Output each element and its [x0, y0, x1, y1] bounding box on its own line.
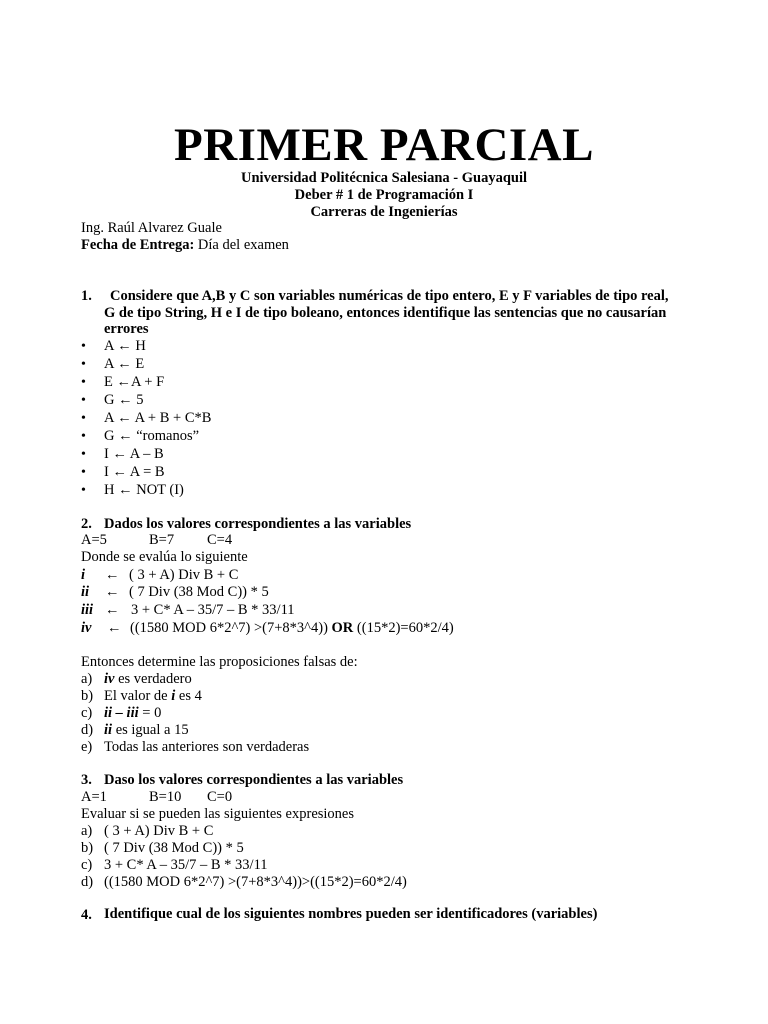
due-date-value: Día del examen — [194, 237, 289, 253]
question-3-text: Daso los valores correspondientes a las variables — [104, 772, 404, 788]
option-text — [104, 705, 161, 722]
careers-name: Carreras de Ingenierías — [310, 204, 458, 220]
question-1-text-line-1: Considere que A,B y C son variables numéricas de tipo entero, E y F variables de tipo real, — [110, 288, 669, 304]
expression-label: ii — [81, 584, 90, 600]
question-3-number: 3. — [81, 772, 92, 788]
expression-text: ( 3 + A) Div B + C — [129, 567, 239, 583]
option-letter: b) — [81, 840, 94, 856]
variable-b: B=10 — [149, 789, 182, 805]
expression-row — [81, 584, 269, 601]
option-text: 3 + C* A – 35/7 – B * 33/11 — [104, 857, 268, 873]
list-item: A ← E — [104, 356, 145, 372]
option-letter: c) — [81, 705, 93, 721]
list-item: I ← A = B — [104, 464, 165, 480]
bullet: • — [81, 465, 86, 480]
arrow-icon: ← — [105, 584, 120, 600]
list-item: I ← A – B — [104, 446, 164, 462]
option-text-post: es 4 — [175, 688, 202, 704]
expression-text: ((15*2)=60*2/4) — [353, 620, 454, 636]
list-item: H ← NOT (I) — [104, 482, 184, 498]
bullet: • — [81, 357, 86, 372]
assignment-name: Deber # 1 de Programación I — [294, 187, 474, 203]
question-2-variables — [81, 532, 232, 549]
bullet: • — [81, 393, 86, 408]
arrow-icon: ← — [107, 620, 122, 636]
option-text — [104, 688, 202, 705]
variable-a: A=1 — [81, 789, 107, 805]
list-item: G ← “romanos” — [104, 428, 200, 444]
option-letter: e) — [81, 739, 93, 755]
bullet: • — [81, 411, 86, 426]
list-item: A ← A + B + C*B — [104, 410, 212, 426]
variable-b: B=7 — [149, 532, 175, 548]
question-3-intro: Evaluar si se pueden las siguientes expresiones — [81, 806, 355, 822]
variable-c: C=0 — [207, 789, 233, 805]
instructor-name: Ing. Raúl Alvarez Guale — [81, 220, 222, 236]
option-letter: a) — [81, 823, 93, 839]
expression-row — [81, 602, 295, 619]
bullet: • — [81, 429, 86, 444]
question-2-number: 2. — [81, 516, 92, 532]
option-letter: b) — [81, 688, 94, 704]
expression-label: i — [81, 567, 86, 583]
variable-a: A=5 — [81, 532, 107, 548]
option-text: ( 7 Div (38 Mod C)) * 5 — [104, 840, 244, 856]
expression-text: 3 + C* A – 35/7 – B * 33/11 — [131, 602, 295, 618]
option-text: ((1580 MOD 6*2^7) >(7+8*3^4))>((15*2)=60*2/4) — [104, 874, 407, 890]
option-text — [104, 671, 192, 688]
option-letter: d) — [81, 722, 94, 738]
option-text-post: = 0 — [138, 705, 162, 721]
expression-row — [81, 567, 238, 584]
option-text-pre: Todas las anteriores son verdaderas — [104, 739, 310, 755]
option-letter: a) — [81, 671, 93, 687]
bullet: • — [81, 483, 86, 498]
question-2-text: Dados los valores correspondientes a las variables — [104, 516, 412, 532]
question-1-number: 1. — [81, 288, 92, 304]
question-4-number: 4. — [81, 907, 92, 923]
option-text — [104, 739, 309, 756]
question-2-prompt: Entonces determine las proposiciones falsas de: — [81, 654, 358, 670]
university-name: Universidad Politécnica Salesiana - Guayaquil — [241, 170, 527, 186]
option-text-emphasis: ii — [104, 722, 113, 738]
due-date-label: Fecha de Entrega: — [81, 237, 195, 253]
due-date — [81, 237, 289, 254]
option-text — [104, 722, 189, 739]
page-title: PRIMER PARCIAL — [174, 119, 594, 171]
expression-text: ( 7 Div (38 Mod C)) * 5 — [129, 584, 269, 600]
list-item: G ← 5 — [104, 392, 144, 408]
list-item: A ← H — [104, 338, 146, 354]
expression-text: ((1580 MOD 6*2^7) >(7+8*3^4)) — [130, 620, 332, 636]
option-text-emphasis: iv — [104, 671, 115, 687]
bullet: • — [81, 375, 86, 390]
question-3-variables — [81, 789, 232, 806]
expression-label: iv — [81, 620, 92, 636]
arrow-icon: ← — [105, 567, 120, 583]
bullet: • — [81, 339, 86, 354]
option-letter: d) — [81, 874, 94, 890]
option-text-pre: El valor de — [104, 688, 172, 704]
question-4-text: Identifique cual de los siguientes nombres pueden ser identificadores (variables) — [104, 906, 598, 922]
question-1-text-line-3: errores — [104, 321, 149, 337]
bullet: • — [81, 447, 86, 462]
option-text-post: es verdadero — [114, 671, 192, 687]
option-text: ( 3 + A) Div B + C — [104, 823, 214, 839]
option-text-emphasis: i — [171, 688, 176, 704]
list-item: E ←A + F — [104, 374, 165, 390]
expression-row — [81, 620, 454, 637]
question-2-intro: Donde se evalúa lo siguiente — [81, 549, 248, 565]
option-letter: c) — [81, 857, 93, 873]
option-text-post: es igual a 15 — [112, 722, 189, 738]
or-operator: OR — [331, 620, 354, 636]
option-text-emphasis: ii – iii — [104, 705, 139, 721]
expression-label: iii — [81, 602, 94, 618]
question-1-text-line-2: G de tipo String, H e I de tipo boleano, entonces identifique las sentencias que no causarían — [104, 305, 667, 321]
variable-c: C=4 — [207, 532, 233, 548]
arrow-icon: ← — [105, 602, 120, 618]
